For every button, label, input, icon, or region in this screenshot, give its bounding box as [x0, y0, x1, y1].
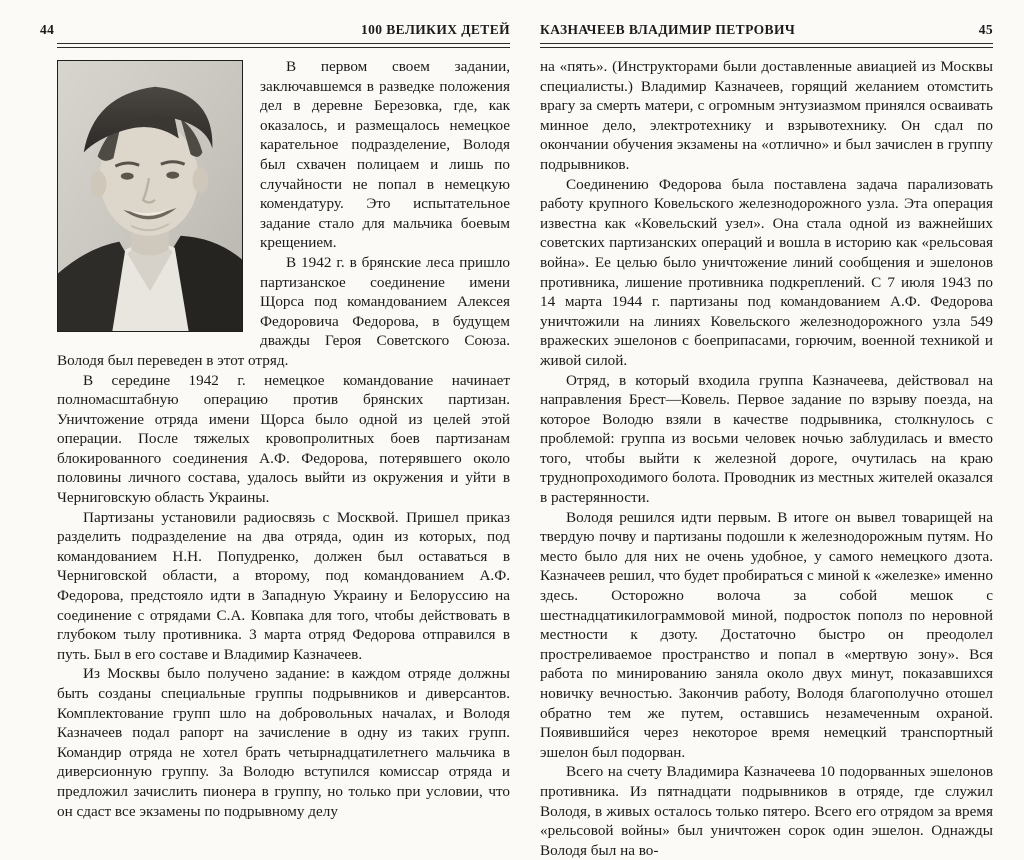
- boy-portrait-photo: [57, 60, 243, 332]
- left-page-number: 44: [40, 22, 55, 37]
- left-running-title: 100 ВЕЛИКИХ ДЕТЕЙ: [360, 22, 510, 37]
- right-page-number: 45: [978, 22, 993, 37]
- left-page: [40, 22, 510, 821]
- right-page-header: [540, 22, 993, 38]
- portrait-illustration: [58, 61, 242, 331]
- right-page-text: [540, 57, 993, 860]
- paragraph: Соединению Федорова была поставлена задача парализовать работу крупного Ковельского железнодорожного узла. Эта операция известна как «Ковельский узел». Она стала одной из важнейших советских партизанских операций и вошла в историю как «рельсовая война». Ее целью было уничтожение линий сообщения и эшелонов противника, лишение противника подкреплений. С 7 июля 1943 по 14 марта 1944 г. партизаны под командованием А.Ф. Федорова уничтожили на линиях Ковельского железнодорожного узла 549 вражеских эшелонов с боеприпасами, горючим, военной техникой и живой силой.: [540, 175, 993, 369]
- left-page-text: [57, 57, 510, 821]
- right-running-title: КАЗНАЧЕЕВ ВЛАДИМИР ПЕТРОВИЧ: [540, 22, 796, 37]
- paragraph: на «пять». (Инструкторами были доставленные авиацией из Москвы специалисты.) Владимир Казначеев, горящий желанием отомстить врагу за смерть матери, с огромным энтузиазмом принялся осваивать минное дело, электротехнику и взрывотехнику. Он сдал по окончании обучения экзамены на «отлично» и был зачислен в группу подрывников.: [540, 58, 993, 173]
- paragraph: Из Москвы было получено задание: в каждом отряде должны быть созданы специальные группы подрывников и диверсантов. Комплектование групп шло на добровольных началах, и Володя Казначеев подал рапорт на зачисление в одну из таких групп. Командир отряда не хотел брать четырнадцатилетнего мальчика в диверсионную группу. За Володю вступился комиссар отряда и предложил зачислить пионера в группу, но только при условии, что он сдаст все экзамены по подрывному делу: [57, 665, 510, 820]
- paragraph: Отряд, в который входила группа Казначеева, действовал на направления Брест—Ковель. Первое задание по взрыву поезда, на которое Володю взяли в качестве подрывника, столкнулось с проблемой: группа из восьми человек ночью заблудилась и вместо того, чтобы выйти к железной дороге, очутилась на краю труднопроходимого болота. Проводник из местных жителей оказался в растерянности.: [540, 371, 993, 507]
- paragraph: В середине 1942 г. немецкое командование начинает полномасштабную операцию против брянских партизан. Уничтожение отряда имени Щорса было одной из целей этой операции. После тяжелых кровопролитных боев партизанам блокированного соединения А.Ф. Федорова, потерявшего около половины личного состава, удалось выйти из окружения и уйти в Черниговскую область Украины.: [57, 371, 510, 507]
- header-double-rule: [57, 43, 510, 48]
- paragraph: Всего на счету Владимира Казначеева 10 подорванных эшелонов противника. Из пятнадцати подрывников в отряде, где служил Володя, в живых осталось только пятеро. Всего его отрядом за время «рельсовой войны» был уничтожен сорок один эшелон. Однажды Володя был на во-: [540, 763, 993, 859]
- paragraph: В первом своем задании, заключавшемся в разведке положения дел в деревне Березовка, где, как оказалось, и размещалось немецкое карательное подразделение, Володя был схвачен полицаем и лишь по случайности не попал в немецкую комендатуру. Это испытательное задание стало для мальчика боевым крещением.: [260, 58, 510, 252]
- left-page-header: [40, 22, 510, 38]
- paragraph: Партизаны установили радиосвязь с Москвой. Пришел приказ разделить подразделение на два отряда, один из которых, под командованием Н.Н. Попудренко, должен был оставаться в Черниговской области, а второму, под командованием А.Ф. Федорова, предстояло идти в Западную Украину и Белоруссию на соединение с отрядами С.А. Ковпака для того, чтобы действовать в глубоком тылу противника. 3 марта отряд Федорова отправился в путь. Был в его составе и Владимир Казначеев.: [57, 508, 510, 663]
- right-page: [540, 22, 993, 860]
- header-double-rule: [540, 43, 993, 48]
- paragraph: Володя решился идти первым. В итоге он вывел товарищей на твердую почву и партизаны подошли к железнодорожным путям. Но место было для них не очень удобное, у самого немецкого дзота. Казначеев решил, что будет пробираться с миной к «железке» именно здесь. Осторожно волоча за собой мешок с шестнадцатикилограммовой миной, подросток пополз по неровной местности к дзоту. Достаточно быстро он преодолел простреливаемое пространство и попал в «мертвую зону». Вся работа по минированию заняла около двух минут, показавшихся новичку вечностью. Закончив работу, Володя благополучно отошел обратно тем же путем, оставшись незамеченным охраной. Появившийся через некоторое время немецкий транспортный эшелон был подорван.: [540, 508, 993, 761]
- paragraph: В 1942 г. в брянские леса пришло партизанское соединение имени Щорса под командованием Алексея Федоровича Федорова, в будущем дважды Героя Советского Союза. Володя был переведен в этот отряд.: [57, 253, 510, 369]
